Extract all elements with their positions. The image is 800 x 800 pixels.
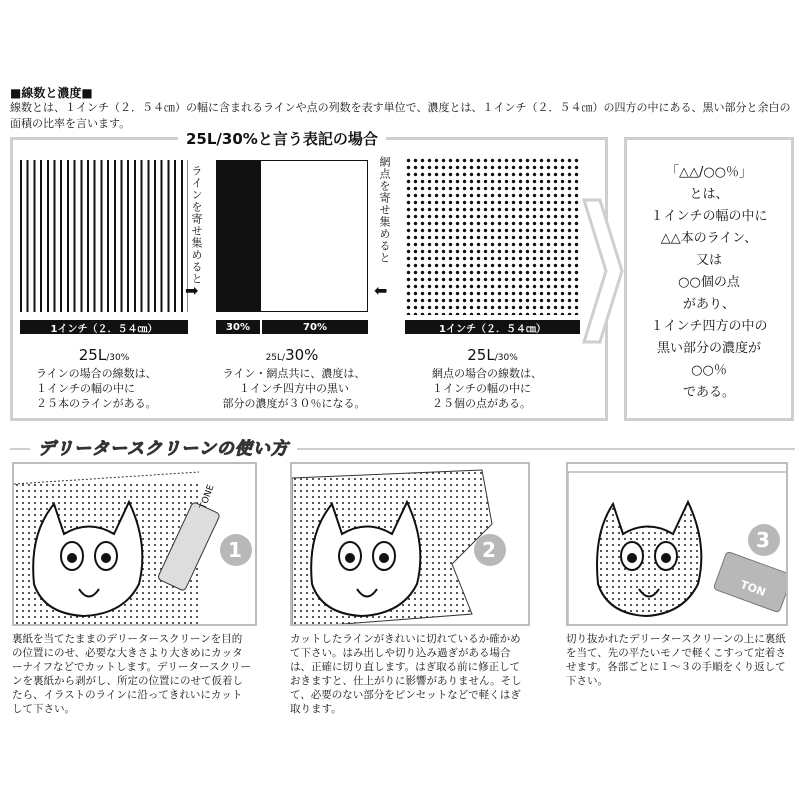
dot-screen-sample — [405, 157, 580, 315]
lines-width-bar — [20, 320, 188, 334]
definition-line: とは、 — [689, 187, 729, 202]
note-line: １インチの幅の中に — [36, 382, 135, 395]
usage-title: デリータースクリーンの使い方 — [30, 434, 297, 459]
note-line: ２５本のラインがある。 — [36, 397, 157, 410]
definition-line: 又は — [695, 253, 722, 268]
dots-notation — [405, 346, 580, 364]
arrow-left-icon: ⬅ — [374, 281, 388, 300]
density-black-label: 30% — [226, 321, 250, 333]
step-illustration-2 — [290, 462, 530, 626]
step-illustration-1 — [12, 462, 257, 626]
tone-label-3: TON — [738, 577, 768, 600]
step-text-2: カットしたラインがきれいに切れているか確かめて下さい。はみ出しや切り込み過ぎがある場合は、正確に切り直します。はぎ取る前に修正しておきますと、仕上がりに影響がありません。そして、必要のない部分をピンセットなどで軽くはぎ取ります。 — [290, 633, 522, 715]
dots-side-label: 網点を寄せ集めると — [378, 156, 391, 264]
definition-line: 黒い部分の濃度が — [656, 341, 761, 356]
cat-illustration-icon — [568, 464, 788, 626]
step-text-3: 切り抜かれたデリータースクリーンの上に裏紙を当て、先の平たいモノで軽くこすって定着させます。各部ごとに１～３の手順をくり返して下さい。 — [566, 633, 786, 687]
note-line: １インチの幅の中に — [432, 382, 531, 395]
density-notation — [216, 346, 368, 364]
definition-line: ○○％ — [691, 363, 727, 378]
lines-notation-main: 25L — [78, 346, 107, 364]
density-white-bar — [262, 320, 368, 334]
section-heading: ■線数と濃度■ — [10, 86, 93, 100]
chevron-arrow-icon — [580, 196, 626, 346]
density-note — [214, 366, 374, 411]
dots-notation-main: 25L — [467, 346, 495, 364]
lines-width-label: 1インチ（２．５４㎝） — [50, 323, 158, 335]
step-illustration-3 — [566, 462, 788, 626]
note-line: 網点の場合の線数は、 — [432, 367, 542, 380]
step-number-3: 3 — [756, 528, 770, 552]
note-line: ラインの場合の線数は、 — [36, 367, 157, 380]
definition-line: があり、 — [682, 297, 735, 312]
dots-note — [432, 366, 542, 411]
intro-paragraph: 線数とは、１インチ（２．５４㎝）の幅に含まれるラインや点の列数を表す単位で、濃度とは、１インチ（２．５４㎝）の四方の中にある、黒い部分と余白の面積の比率を言います。 — [10, 101, 791, 130]
density-black-bar — [216, 320, 260, 334]
arrow-right-icon: ➡ — [185, 281, 199, 300]
density-sample — [216, 160, 368, 312]
definition-box — [624, 137, 794, 421]
cat-illustration-icon — [14, 464, 257, 626]
definition-line: △△本のライン、 — [660, 231, 758, 246]
density-notation-main: 30% — [285, 346, 319, 364]
note-line: ２５個の点がある。 — [432, 397, 531, 410]
density-black-area — [217, 161, 261, 311]
density-notation-sub: 25L/ — [265, 353, 286, 363]
lines-notation-sub: /30% — [106, 353, 130, 363]
step-number-1: 1 — [228, 538, 242, 562]
definition-line: ○○個の点 — [678, 275, 740, 290]
note-line: ライン・網点共に、濃度は、 — [222, 367, 366, 380]
step-text-1: 裏紙を当てたままのデリータースクリーンを目的の位置にのせ、必要な大きさより大きめにカッターナイフなどでカットします。デリータースクリーンを裏紙から剥がし、所定の位置にのせて仮着したら、イラストのラインに沿ってきれいにカットして下さい。 — [12, 633, 251, 715]
tone-label-1: TONE — [198, 483, 217, 511]
dots-width-label: 1インチ（２．５４㎝） — [439, 323, 546, 335]
lines-note — [36, 366, 157, 411]
definition-line: １インチの幅の中に — [650, 209, 768, 224]
density-white-label: 70% — [303, 321, 327, 333]
definition-line: 「△△/○○％」 — [665, 165, 753, 180]
note-line: １インチ四方中の黒い — [239, 382, 349, 395]
lines-side-label: ラインを寄せ集めると — [190, 165, 203, 285]
dots-notation-sub: /30% — [494, 353, 518, 363]
notation-title: 25L/30%と言う表記の場合 — [178, 128, 386, 149]
line-screen-sample — [20, 160, 188, 312]
lines-notation — [20, 346, 188, 364]
definition-line: である。 — [682, 385, 735, 400]
note-line: 部分の濃度が３０％になる。 — [222, 397, 366, 410]
dots-width-bar — [405, 320, 580, 334]
step-number-2: 2 — [482, 538, 496, 562]
definition-line: １インチ四方の中の — [650, 319, 768, 334]
